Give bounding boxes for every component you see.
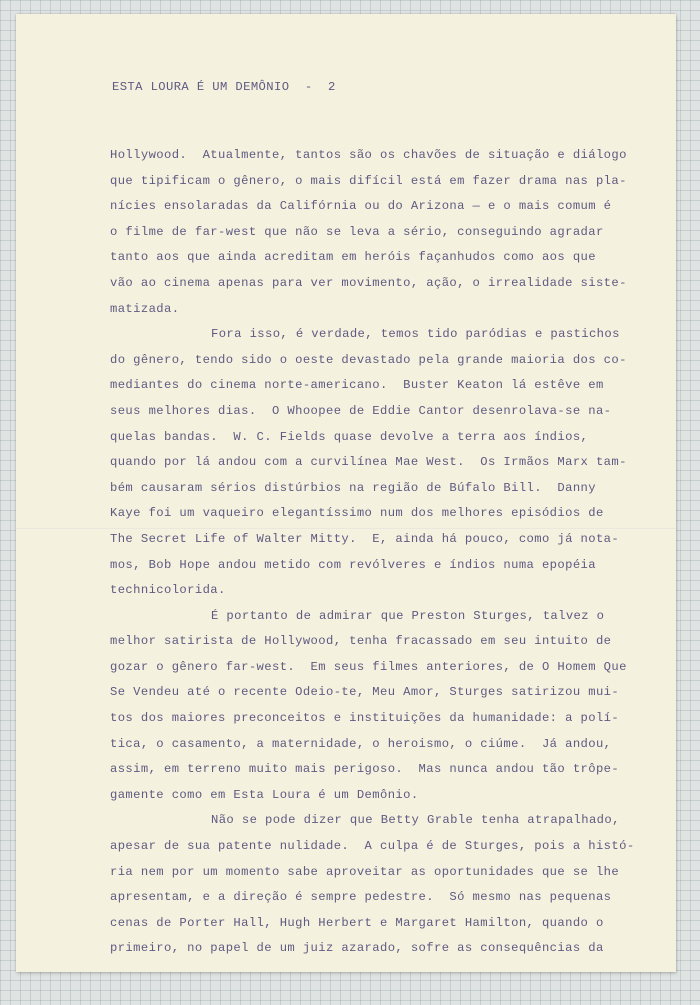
text-line: matizada. [110,301,180,316]
text-line: seus melhores dias. O Whoopee de Eddie Cantor desenrolava-se na- [110,403,612,418]
text-line: quando por lá andou com a curvilínea Mae West. Os Irmãos Marx tam- [110,455,627,470]
text-line: apresentam, e a direção é sempre pedestre. Só mesmo nas pequenas [110,890,612,905]
text-line: Fora isso, é verdade, temos tido paródias e pastichos [211,327,620,342]
text-line: assim, em terreno muito mais perigoso. Mas nunca andou tão trôpe- [110,762,620,777]
text-line: gozar o gênero far-west. Em seus filmes anteriores, de O Homem Que [110,659,627,674]
paragraph-3 [110,604,670,809]
text-line: nícies ensolaradas da Califórnia ou do Arizona — e o mais comum é [110,199,612,214]
text-line: Se Vendeu até o recente Odeio-te, Meu Amor, Sturges satirizou mui- [110,685,620,700]
text-line: The Secret Life of Walter Mitty. E, ainda há pouco, como já nota- [110,531,620,546]
text-line: mos, Bob Hope andou metido com revólveres e índios numa epopéia [110,557,596,572]
text-line: apesar de sua patente nulidade. A culpa é de Sturges, pois a histó- [110,839,635,854]
text-line: É portanto de admirar que Preston Sturges, talvez o [211,608,605,623]
page-header: ESTA LOURA É UM DEMÔNIO - 2 [112,80,336,94]
text-line: Não se pode dizer que Betty Grable tenha atrapalhado, [211,813,620,828]
text-line: que tipificam o gênero, o mais difícil está em fazer drama nas pla- [110,173,627,188]
text-line: mediantes do cinema norte-americano. Buster Keaton lá estêve em [110,378,604,393]
text-line: melhor satirista de Hollywood, tenha fracassado em seu intuito de [110,634,612,649]
text-line: quelas bandas. W. C. Fields quase devolve a terra aos índios, [110,429,589,444]
text-line: primeiro, no papel de um juiz azarado, sofre as consequências da [110,941,604,956]
typewritten-page [16,14,676,972]
text-line: o filme de far-west que não se leva a sério, conseguindo agradar [110,224,604,239]
text-line: tica, o casamento, a maternidade, o heroismo, o ciúme. Já andou, [110,736,612,751]
text-line: ria nem por um momento sabe aproveitar as oportunidades que se lhe [110,864,620,879]
paragraph-4 [110,808,670,962]
text-line: do gênero, tendo sido o oeste devastado pela grande maioria dos co- [110,352,627,367]
text-line: tos dos maiores preconceitos e instituições da humanidade: a polí- [110,711,620,726]
text-line: tanto aos que ainda acreditam em heróis façanhudos como aos que [110,250,596,265]
paragraph-2 [110,322,670,604]
text-line: Kaye foi um vaqueiro elegantíssimo num dos melhores episódios de [110,506,604,521]
text-line: gamente como em Esta Loura é um Demônio. [110,787,419,802]
paragraph-1 [110,143,670,322]
page-body [110,143,670,962]
text-line: vão ao cinema apenas para ver movimento, ação, o irrealidade siste- [110,275,627,290]
text-line: cenas de Porter Hall, Hugh Herbert e Margaret Hamilton, quando o [110,915,604,930]
text-line: technicolorida. [110,583,226,598]
text-line: Hollywood. Atualmente, tantos são os chavões de situação e diálogo [110,148,627,162]
text-line: bém causaram sérios distúrbios na região de Búfalo Bill. Danny [110,480,596,495]
